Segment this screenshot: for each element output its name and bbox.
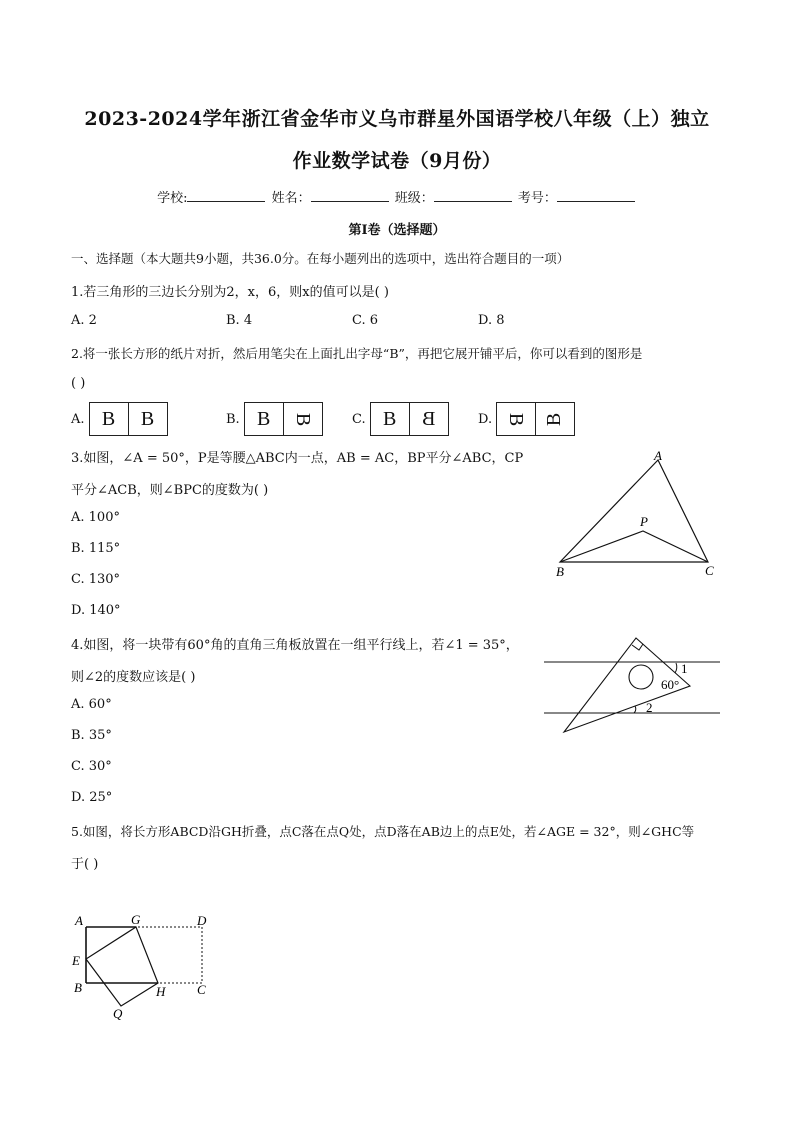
id-label: 考号：: [517, 191, 557, 206]
q2-option-a-figure: [89, 402, 168, 436]
q2-option-a-label: A.: [71, 411, 85, 427]
q4-option-b: B. 35°: [71, 728, 112, 743]
q2-c-letter-left: B: [382, 407, 397, 430]
q4-stem-line2: 则∠2的度数应该是( ): [71, 670, 196, 685]
q1-option-b: B. 4: [226, 313, 253, 328]
q1-stem: 1.若三角形的三边长分别为2，x，6，则x的值可以是( ): [71, 285, 389, 300]
q3-label-p: P: [640, 514, 648, 529]
q4-hole-circle: [629, 665, 653, 689]
q3-option-c: C. 130°: [71, 572, 121, 587]
id-blank: [557, 189, 635, 202]
q1-option-a: A. 2: [71, 313, 97, 328]
q3-label-c: C: [705, 563, 714, 578]
q3-stem-line2: 平分∠ACB，则∠BPC的度数为( ): [71, 483, 269, 498]
q4-label-angle1: 1: [681, 661, 688, 676]
q5-label-d: D: [197, 913, 207, 928]
student-info-row: [0, 187, 794, 206]
class-label: 班级：: [394, 191, 434, 206]
q2-option-c: [352, 402, 449, 436]
q5-label-b: B: [74, 980, 82, 995]
q3-triangle-abc: [560, 460, 708, 562]
q2-d-letter-left: B: [505, 412, 528, 426]
q2-option-d-label: D.: [478, 411, 493, 427]
q5-stem-line1: 5.如图，将长方形ABCD沿GH折叠，点C落在点Q处，点D落在AB边上的点E处，若∠AGE = 32°，则∠GHC等: [71, 824, 695, 839]
q2-c-letter-right: B: [421, 407, 436, 430]
q3-label-b: B: [556, 564, 564, 579]
q2-option-b-label: B.: [226, 411, 240, 427]
name-blank: [311, 189, 389, 202]
q4-parallel-lines-figure: [540, 632, 730, 738]
q2-option-b: [226, 402, 323, 436]
q2-stem-line2: ( ): [71, 376, 86, 391]
q3-segments-bp-cp: [560, 531, 708, 562]
q5-label-e: E: [72, 953, 80, 968]
q1-option-d: D. 8: [478, 313, 505, 328]
q4-label-angle2: 2: [646, 700, 653, 715]
q2-a-letter-right: B: [140, 407, 155, 430]
q5-rectangle-abcd: [86, 927, 202, 983]
exam-title-line1: 2023-2024学年浙江省金华市义乌市群星外国语学校八年级（上）独立: [84, 108, 710, 130]
q2-d-letter-right: B: [543, 412, 566, 426]
q3-stem-line1: 3.如图，∠A = 50°，P是等腰△ABC内一点，AB = AC，BP平分∠ABC，CP: [71, 451, 524, 466]
q4-angle1-arc: [675, 663, 677, 673]
q5-label-a: A: [75, 913, 83, 928]
q5-label-c: C: [197, 982, 206, 997]
q5-folded-quadrilateral: [86, 927, 158, 1006]
q2-option-a: [71, 402, 168, 436]
q3-option-d: D. 140°: [71, 603, 121, 618]
q4-label-angle60: 60°: [661, 677, 680, 692]
q2-option-b-figure: [244, 402, 323, 436]
q4-right-angle-mark: [632, 644, 643, 650]
q2-option-d-figure: [496, 402, 575, 436]
q3-option-b: B. 115°: [71, 541, 121, 556]
q4-option-c: C. 30°: [71, 759, 112, 774]
q5-label-g: G: [131, 912, 141, 927]
q3-triangle-figure: [548, 448, 728, 580]
q2-a-letter-left: B: [101, 407, 116, 430]
q2-option-d: [478, 402, 575, 436]
q4-stem-line1: 4.如图，将一块带有60°角的直角三角板放置在一组平行线上，若∠1 = 35°，: [71, 638, 519, 653]
name-label: 姓名：: [271, 191, 311, 206]
q2-option-c-label: C.: [352, 411, 366, 427]
school-label: 学校:: [157, 191, 188, 206]
q5-label-h: H: [156, 984, 166, 999]
q5-stem-line2: 于( ): [71, 857, 99, 872]
q5-label-q: Q: [113, 1006, 123, 1021]
q3-label-a: A: [654, 448, 662, 463]
q2-b-letter-right: B: [292, 412, 315, 426]
q3-option-a: A. 100°: [71, 510, 120, 525]
q1-option-c: C. 6: [352, 313, 379, 328]
exam-title-line2: 作业数学试卷（9月份）: [292, 150, 502, 172]
q5-folding-figure: [66, 908, 226, 1024]
part1-instruction: 一、选择题（本大题共9小题，共36.0分。在每小题列出的选项中，选出符合题目的一项）: [71, 251, 570, 266]
q4-option-a: A. 60°: [71, 697, 112, 712]
q2-b-letter-left: B: [257, 407, 271, 430]
volume-title: 第I卷（选择题）: [348, 223, 446, 238]
q2-option-c-figure: [370, 402, 449, 436]
class-blank: [434, 189, 512, 202]
q2-stem-line1: 2.将一张长方形的纸片对折，然后用笔尖在上面扎出字母“B”，再把它展开铺平后，你可以看到的图形是: [71, 346, 643, 361]
school-blank: [187, 189, 265, 202]
q4-angle2-arc: [634, 706, 636, 713]
q4-option-d: D. 25°: [71, 790, 113, 805]
